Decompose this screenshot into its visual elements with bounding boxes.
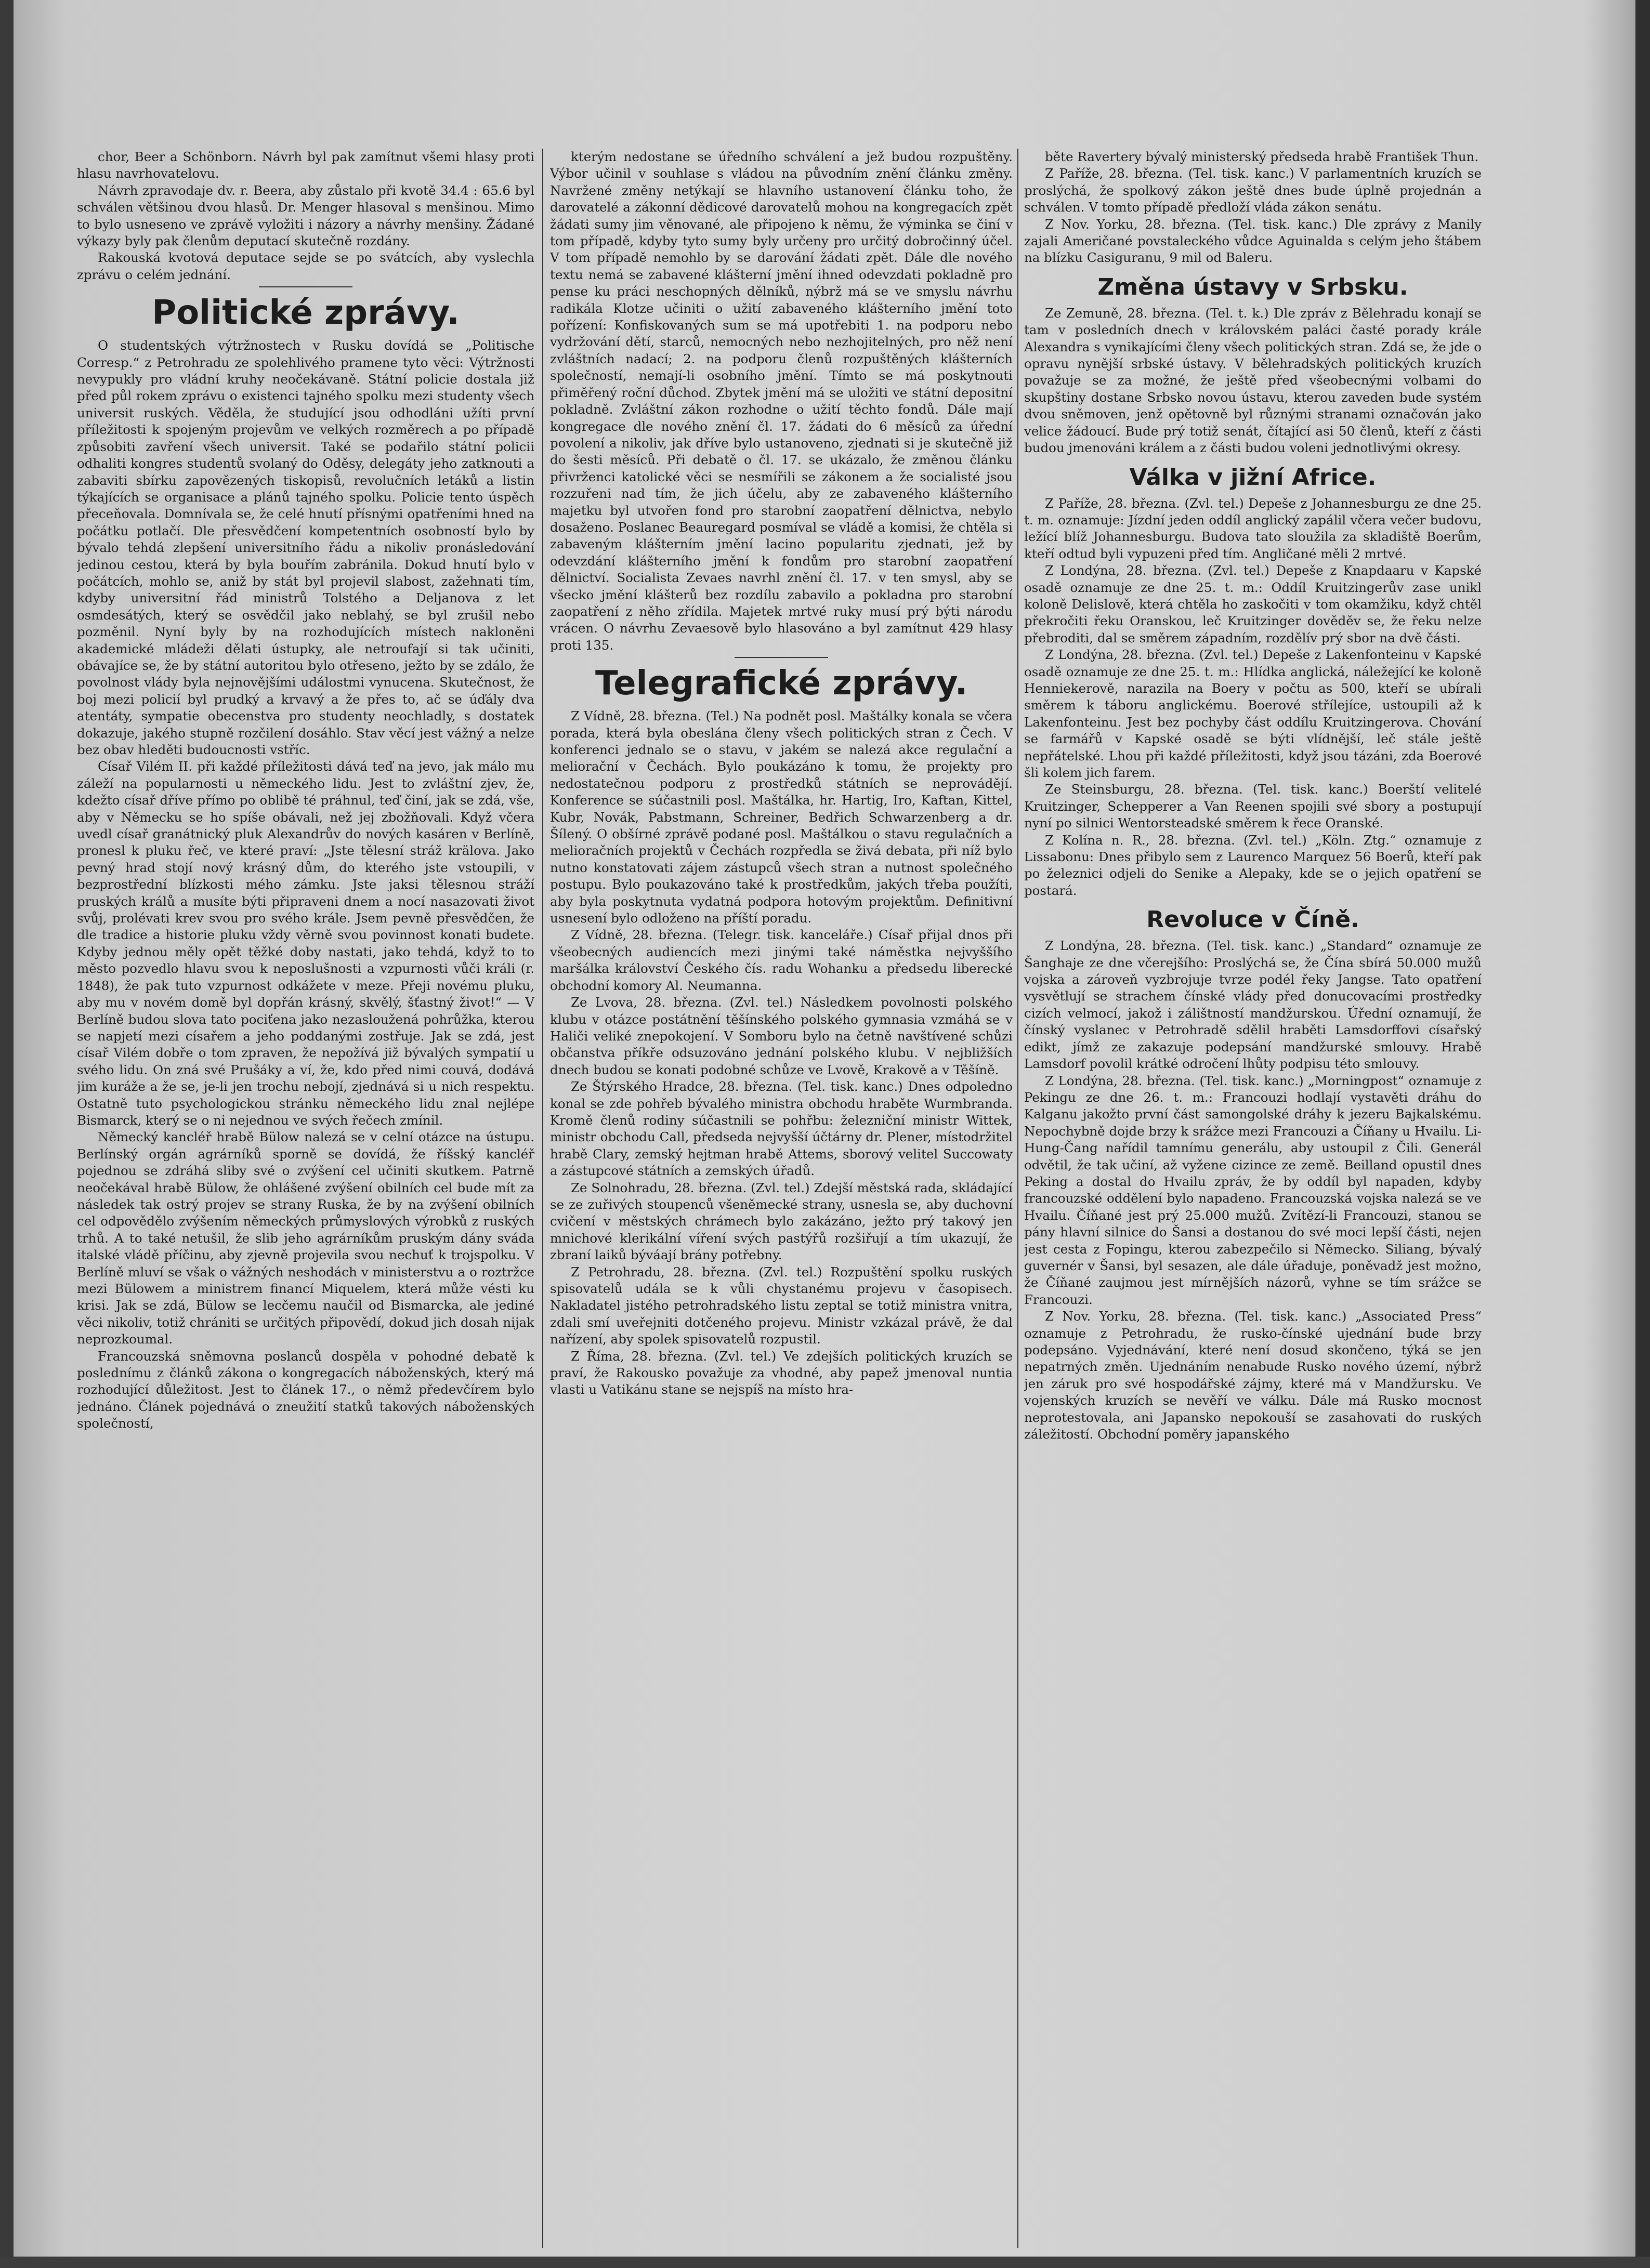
column-divider [1017,149,1018,2248]
article-paragraph: chor, Beer a Schönborn. Návrh byl pak zamítnut všemi hlasy proti hlasu navrhovatelovu. [77,149,534,181]
article-paragraph: O studentských výtržnostech v Rusku dovídá se „Politische Corresp.“ z Petrohradu ze spolehlivého pramene tyto věci: Výtržnosti nevypukly pro vládní kruhy neočekávaně. Státní policie dostala již před půl rokem zprávu o existenci tajného spolku mezi studenty všech universit ruských. Věděla, že studující jsou odhodláni užíti první příležitosti k spojeným projevům ve velkých rozměrech a po případě způsobiti zavření všech universit. Také se podařilo státní policii odhaliti kongres studentů svolaný do Oděsy, delegáty jeho zatknouti a zabaviti sbírku zapovězených tiskopisů, revolučních letáků a listin týkajících se organisace a plánů tajného spolku. Policie tento úspěch přeceňovala. Domnívala se, že celé hnutí přísnými opatřeními hned na počátku potlačí. Dle přesvědčení kompetentních osobností bylo by bývalo tehdá zlepšení universitního řádu a nikoliv pronásledování jedinou cestou, která by byla bouřím zabránila. Dokud hnutí bylo v počátcích, mohlo se, aniž by stát byl projevil slabost, zažehnati tím, kdyby universitní řád ministrů Tolstého a Deljanova z let osmdesátých, který se osvědčil jako neblahý, se byl zrušil nebo pozměnil. Nyní byly by na rozhodujících místech nakloněni akademické mládeži dělati ústupky, ale netroufají si tak učiniti, obávajíce se, že by státní autoritou bylo otřeseno, ježto by se zdálo, že povolnost vlády byla nejnovějšími událostmi vynucena. Skutečnost, že boj mezi policií byl prudký a krvavý a že přes to, ač se úďály dva atentáty, sympatie obecenstva pro studenty neochladly, s dostatek dokazuje, jakého stupně rozčilení dosáhlo. Stav věcí jest vážný a nelze bez obav hleděti budoucnosti vstříc. [77,338,534,757]
article-paragraph: Z Vídně, 28. března. (Telegr. tisk. kanceláře.) Císař přijal dnos při všeobecných audiencích mezi jinými také náměstka nejvyššího maršálka království Českého čís. radu Wohanku a předsedu liberecké obchodní komory Al. Neumanna. [550,927,1013,993]
article-paragraph: Francouzská sněmovna poslanců dospěla v pohodné debatě k poslednímu z článků zákona o kongregacích náboženských, který má rozhodující důležitost. Jest to článek 17., o němž předevčírem bylo jednáno. Článek pojednává o zneužití statků takových náboženských společností, [77,1348,534,1431]
scan-edge-right [1635,0,1650,2268]
article-paragraph: Z Vídně, 28. března. (Tel.) Na podnět posl. Maštálky konala se včera porada, která byla obeslána členy všech politických stran z Čech. V konferenci jednalo se o stavu, v jakém se nalezá akce regulační a meliorační v Čechách. Bylo poukázáno k tomu, že projekty pro nedostatečnou podporu z prostředků státních se neprovádějí. Konference se súčastnili posl. Maštálka, hr. Hartig, Iro, Kaftan, Kittel, Kubr, Novák, Pabstmann, Schreiner, Bedřich Schwarzenberg a dr. Šílený. O obšírné zprávě podané posl. Maštálkou o stavu regulačních a melioračních projektů v Čechách rozpředla se živá debata, při níž bylo nutno konstatovati zájem zástupců všech stran a nutnost společného postupu. Bylo poukazováno také k prostředkům, jakých třeba použíti, aby byla poskytnuta vydatná podpora hotovým projektům. Definitivní usnesení bylo odloženo na příští poradu. [550,708,1013,926]
article-paragraph: Z Londýna, 28. března. (Zvl. tel.) Depeše z Knapdaaru v Kapské osadě oznamuje ze dne 25. t. m.: Oddíl Kruitzingerův zase unikl koloně Delislově, která chtěla ho zaskočiti v tom okamžiku, když chtěl překročiti řeku Oranskou, leč Kruitzinger dověděv se, že řeku nelze přebroditi, dal se směrem západním, rozdělív prý sbor na dvě části. [1024,563,1482,645]
article-paragraph: Z Kolína n. R., 28. března. (Zvl. tel.) „Köln. Ztg.“ oznamuje z Lissabonu: Dnes přibylo sem z Laurenco Marquez 56 Boerů, kteří pak po železnici odjeli do Senike a Alepaky, kde se o jejich opatření se postará. [1024,832,1482,898]
section-heading: Telegrafické zprávy. [595,664,968,703]
section-divider [735,657,828,658]
article-paragraph: běte Ravertery bývalý ministerský předseda hrabě František Thun. [1045,149,1479,164]
column-left [77,149,534,2248]
article-paragraph: Ze Štýrského Hradce, 28. března. (Tel. tisk. kanc.) Dnes odpoledno konal se zde pohřeb bývalého ministra obchodu hraběte Wurmbranda. Kromě členů rodiny súčastnili se pohřbu: železniční ministr Wittek, ministr obchodu Call, předseda nejvyšší účtárny dr. Plener, místodržitel hrabě Clary, zemský hejtman hrabě Attems, sborový velitel Succowaty a zástupcové státních a zemských úřadů. [550,1079,1013,1179]
section-heading: Válka v jižní Africe. [1129,464,1377,491]
column-middle [550,149,1013,2248]
article-paragraph: Z Petrohradu, 28. března. (Zvl. tel.) Rozpuštění spolku ruských spisovatelů udála se k vůli chystanému projevu v časopisech. Nakladatel jistého petrohradského listu zeptal se totiž ministra vnitra, zdali smí uveřejniti dotčeného projevu. Ministr vzkázal právě, že dal nařízení, aby spolek spisovatelů rozpustil. [550,1264,1013,1347]
article-paragraph: Ze Lvova, 28. března. (Zvl. tel.) Následkem povolnosti polského klubu v otázce postátnění těšínského polského gymnasia vzmáhá se v Haliči veliké znepokojení. V Somboru bylo na četně navštívené schůzi občanstva příkře odsuzováno jednání polského klubu. V nejbližších dnech budou se konati podobné schůze ve Lvově, Krakově a v Těšíně. [550,995,1013,1077]
article-paragraph: Ze Steinsburgu, 28. března. (Tel. tisk. kanc.) Boerští velitelé Kruitzinger, Schepperer a Van Reenen spojili své sbory a postupují nyní po silnici Wentorsteadské směrem k řece Oranské. [1024,782,1482,831]
section-divider [259,286,352,287]
section-heading: Politické zprávy. [152,294,460,333]
article-paragraph: Z Nov. Yorku, 28. března. (Tel. tisk. kanc.) Dle zprávy z Manily zajali Američané povstaleckého vůdce Aguinalda s celým jeho štábem na blízku Casiguranu, 9 mil od Baleru. [1024,216,1482,266]
article-paragraph: Císař Vilém II. při každé příležitosti dává teď na jevo, jak málo mu záleží na popularnosti u německého lidu. Jest to zvláštní zjev, že, kdežto císař dříve přímo po oblibě té práhnul, teď činí, jak se zdá, vše, aby v Německu se ho spíše obávali, než jej zbožňovali. Když včera uvedl císař granátnický pluk Alexandrův do nových kasáren v Berlíně, pronesl k pluku řeč, ve které praví: „Jste tělesní stráž krälova. Jako pevný hrad stojí nový krásný dům, do kterého jste vstoupili, v bezprostřední blízkosti mého zámku. Jste jaksi tělesnou stráží pruských králů a musíte býti připraveni dnem a nocí nasazovati život svůj, prolévati krev svou pro svého krále. Jsem pevně přesvědčen, že dle tradice a historie pluku vždy věrně svou povinnost konati budete. Kdyby jednou měly opět těžké doby nastati, jako tehdá, když to to město pozvedlo hlavu svou k neposlušnosti a vzpurnosti vůči králi (r. 1848), že pak tuto vzpurnost odkážete v meze. Přeji novému pluku, aby mu v novém domě byl dopřán krásný, skvělý, šťastný život!“ — V Berlíně budou slova tato pociťena jako nezasloužená pohrůžka, kterou se napjetí mezi císařem a jeho poddanými zostřuje. Jak se zdá, jest císař Vilém dobře o tom zpraven, že nepožívá již bývalých sympatií u svého lidu. On zná své Prušáky a ví, že, kdo před nimi couvá, dodává jim kuráže a že se, je-li jen trochu nebojí, zjednává si u nich respektu. Ostatně tuto psychologickou stránku německého lidu znal nejlépe Bismarck, který se o ni nejednou ve svých řečech zmínil. [77,759,534,1128]
article-paragraph: Z Paříže, 28. března. (Tel. tisk. kanc.) V parlamentních kruzích se proslýchá, že spolkový zákon ještě dnes bude úplně projednán a schválen. V tomto případě předloží vláda zákon senátu. [1024,166,1482,215]
article-paragraph: Z Londýna, 28. března. (Zvl. tel.) Depeše z Lakenfonteinu v Kapské osadě oznamuje ze dne 25. t. m.: Hlídka anglická, náležející ke koloně Henniekerově, narazila na Boery v počtu as 500, kteří se ubírali směrem k táboru anglickému. Boerové střílejíce, ustoupili až k Lakenfonteinu. Jest bez pochyby část oddílu Kruitzingerova. Chování se farmářů v Kapské osadě se býti vlídnější, leč stále ještě nepřátelské. Lhou při každé příležitosti, když jsou tázáni, zda Boerové šli kolem jich farem. [1024,647,1482,780]
article-paragraph: Z Paříže, 28. března. (Zvl. tel.) Depeše z Johannesburgu ze dne 25. t. m. oznamuje: Jízdní jeden oddíl anglický zapálil včera večer budovu, ležící blíž Johannesburgu. Budova tato sloužila za skladiště Boerům, kteří odtud byli vypuzeni před tím. Angličané měli 2 mrtvé. [1024,495,1482,561]
article-paragraph: Ze Solnohradu, 28. března. (Zvl. tel.) Zdejší městská rada, skládající se ze zuřivých stoupenců všeněmecké strany, usnesla se, aby duchovní cvičení v městských chrámech bylo zakázáno, ježto prý takový jen mnichové klerikální víření svých pastýřů rozšiřují a tím ukazují, že zbraní laiků býváají brány potřebny. [550,1180,1013,1263]
section-heading: Revoluce v Číně. [1146,906,1359,933]
article-paragraph: Z Londýna, 28. března. (Tel. tisk. kanc.) „Morningpost“ oznamuje z Pekingu ze dne 26. t. m.: Francouzi hodlají vystavěti dráhu do Kalganu jakožto první část samongolské dráhy k jezeru Bajkalskému. Nepochybně dojde brzy k srážce mezi Francouzi a Číňany u Hvailu. Li-Hung-Čang nařídil tamnímu generálu, aby ustoupil z Čili. Generál odvětil, že tak učiní, až vyžene cizince ze země. Beilland opustil dnes Peking a dostal do Hvailu zpráv, že by oddíl byl napaden, kdyby francouzské oddělení bylo napadeno. Francouzská vojska nalezá se ve Hvailu. Číňané jest prý 25.000 mužů. Zvítězí-li Francouzi, stanou se pány hlavní silnice do Šansi a dostanou do své moci lepší části, nejen jest cesta z Fopingu, kterou zabezpečilo si Německo. Siliang, bývalý guvernér v Šansi, byl sesazen, ale dále úřaduje, poněvadž jest možno, že Číňané zaujmou jest mírnějších názorů, vyhne se tím srážce se Francouzi. [1024,1073,1482,1307]
scan-edge-left [0,0,14,2268]
article-paragraph: Z Říma, 28. března. (Zvl. tel.) Ve zdejších politických kruzích se praví, že Rakousko považuje za vhodné, aby papež jmenoval nuntia vlasti u Vatikánu stane se nejspíš na místo hra- [550,1348,1013,1397]
column-divider [542,149,543,2248]
article-paragraph: Z Londýna, 28. března. (Tel. tisk. kanc.) „Standard“ oznamuje ze Šanghaje ze dne včerejšího: Proslýchá se, že Čína sbírá 50.000 mužů vojska a zároveň vyzbrojuje tvrze podél řeky Jangse. Tato opatření vysvětlují se strachem čínské vlády před donucovacími prostředky cizích velmocí, jakož i zálištností mandžurskou. Úřední oznamují, že čínský vyslanec v Petrohradě sdělil hraběti Lamsdorffovi císařský edikt, jímž ze zakazuje podepsání mandžurské smlouvy. Hrabě Lamsdorf povolil krátké odročení lhůty podpisu této smlouvy. [1024,938,1482,1072]
column-right [1024,149,1482,2248]
article-paragraph: Německý kancléř hrabě Bülow nalezá se v celní otázce na ústupu. Berlínský orgán agrárníků sporně se dovídá, že říšský kancléř pojednou se zdráhá sliby své o zvýšení cel učiniti skutkem. Patrně neočekával hrabě Bülow, že ohlášené zvýšení obilních cel bude mít za následek tak ostrý projev se strany Ruska, že by na zvýšení obilních cel odpovědělo zvýšením německých průmyslových výrobků z ruských trhů. A to také netušil, že slib jeho agrárníkům pruským dány sváda italské vládě příčinu, aby zjevně projevila svou nechuť k trojspolku. V Berlíně mluví se však o vážných neshodách v ministerstvu a o roztržce mezi Bülowem a ministrem financí Miquelem, která může vésti ku krisi. Jak se zdá, Bülow se lecčemu naučil od Bismarcka, ale jediné věci nikoliv, totiž chrániti se určitých připovědí, dokud jich dosah nijak neprozkoumal. [77,1129,534,1347]
article-paragraph: Návrh zpravodaje dv. r. Beera, aby zůstalo při kvotě 34.4 : 65.6 byl schválen většinou dvou hlasů. Dr. Menger hlasoval s menšinou. Mimo to bylo usneseno ve zprávě vyložiti i názory a návrhy menšiny. Žádané výkazy byly pak členům deputací skutečně rozdány. [77,182,534,249]
section-heading: Změna ústavy v Srbsku. [1097,273,1408,300]
article-paragraph: Z Nov. Yorku, 28. března. (Tel. tisk. kanc.) „Associated Press“ oznamuje z Petrohradu, že rusko-čínské ujednání bude brzy podepsáno. Vyjednávání, které není dosud skončeno, týká se jen nepatrných změn. Ujednáním nenabude Rusko nového území, nýbrž jen záruk pro své hospodářské zájmy, které má v Mandžursku. Ve vojenských kruzích se nevěří ve válku. Dále má Rusko mocnost neprotestovala, ani Japansko nepokouší se zasahovati do ruských záležitostí. Obchodní poměry japanského [1024,1309,1482,1442]
scan-edge-bottom [0,2257,1650,2268]
article-paragraph: Ze Zemuně, 28. března. (Tel. t. k.) Dle zpráv z Bělehradu konají se tam v posledních dnech v královském paláci časté porady krále Alexandra s vynikajícími členy všech politických stran. Zdá se, že jde o opravu nynější srbské ústavy. V bělehradských politických kruzích považuje se za možné, že ještě před všeobecnými volbami do skupštiny dostane Srbsko novou ústavu, kterou zaveden bude systém dvou sněmoven, jenž opětovně byl různými stranami označován jako velice žádoucí. Bude prý totiž senát, čítající asi 50 členů, kteří z části budou jmenováni králem a z části budou voleni jednotlivými okresy. [1024,305,1482,456]
article-paragraph: kterým nedostane se úředního schválení a jež budou rozpuštěny. Výbor učinil v souhlase s vládou na původním znění článku změny. Navržené změny netýkají se hlavního ustanovení článku toho, že darovatelé a zákonní dědicové darovatelů mohou na kongregacích zpět žádati sumy jim věnované, ale připojeno k němu, že výminka se činí v tom případě, kdyby tyto sumy byly určeny pro určitý dobročinný účel. V tom případě nemohlo by se darování žádati zpět. Dále dle nového textu nemá se zabavené klášterní jmění ihned odevzdati pokladně pro pense ku práci neschopných dělníků, nýbrž má se ve smyslu návrhu radikála Klotze učiniti o užití zabaveného klášterního jmění toto pořízení: Konfiskovaných sum se má upotřebiti 1. na podporu nebo vydržování dětí, starců, nemocných nebo nezhojitelných, pro něž není zvláštních nadací; 2. na podporu členů rozpuštěných klášterních společností, nemají-li osobního jmění. Tímto se má poskytnouti přiměřený roční důchod. Zbytek jmění má se uložiti ve státní depositní pokladně. Zvláštní zákon rozhodne o užití těchto fondů. Dále mají kongregace dle nového znění čl. 17. žádati do 6 měsíců za úřední povolení a nikoliv, jak dříve bylo ustanoveno, zjednati si je skutečně již do šesti měsíců. Při debatě o čl. 17. se ukázalo, že změnou článku přivrženci katolické věci se nesmířili se zákonem a že socialisté jsou rozzuřeni nad tím, že jich účelu, aby ze zabaveného klášterního majetku byl utvořen fond pro starobní zaopatření dělnictva, nebylo dosaženo. Poslanec Beauregard posmíval se vládě a komisi, že chtěla si zabaveným klášterním jmění lacino popularitu zjednati, jež by odevzdání klášterního jmění k fondům pro starobní zaopatření dělnictví. Socialista Zevaes navrhl znění čl. 17. v ten smysl, aby se všecko jmění klášterů bez rozdílu zabavilo a pokladna pro starobní zaopatření z něho zřídila. Majetek mrtvé ruky musí prý býti národu vrácen. O návrhu Zevaesově bylo hlasováno a byl zamítnut 429 hlasy proti 135. [550,149,1013,653]
article-paragraph: Rakouská kvotová deputace sejde se po svátcích, aby vyslechla zprávu o celém jednání. [77,250,534,282]
